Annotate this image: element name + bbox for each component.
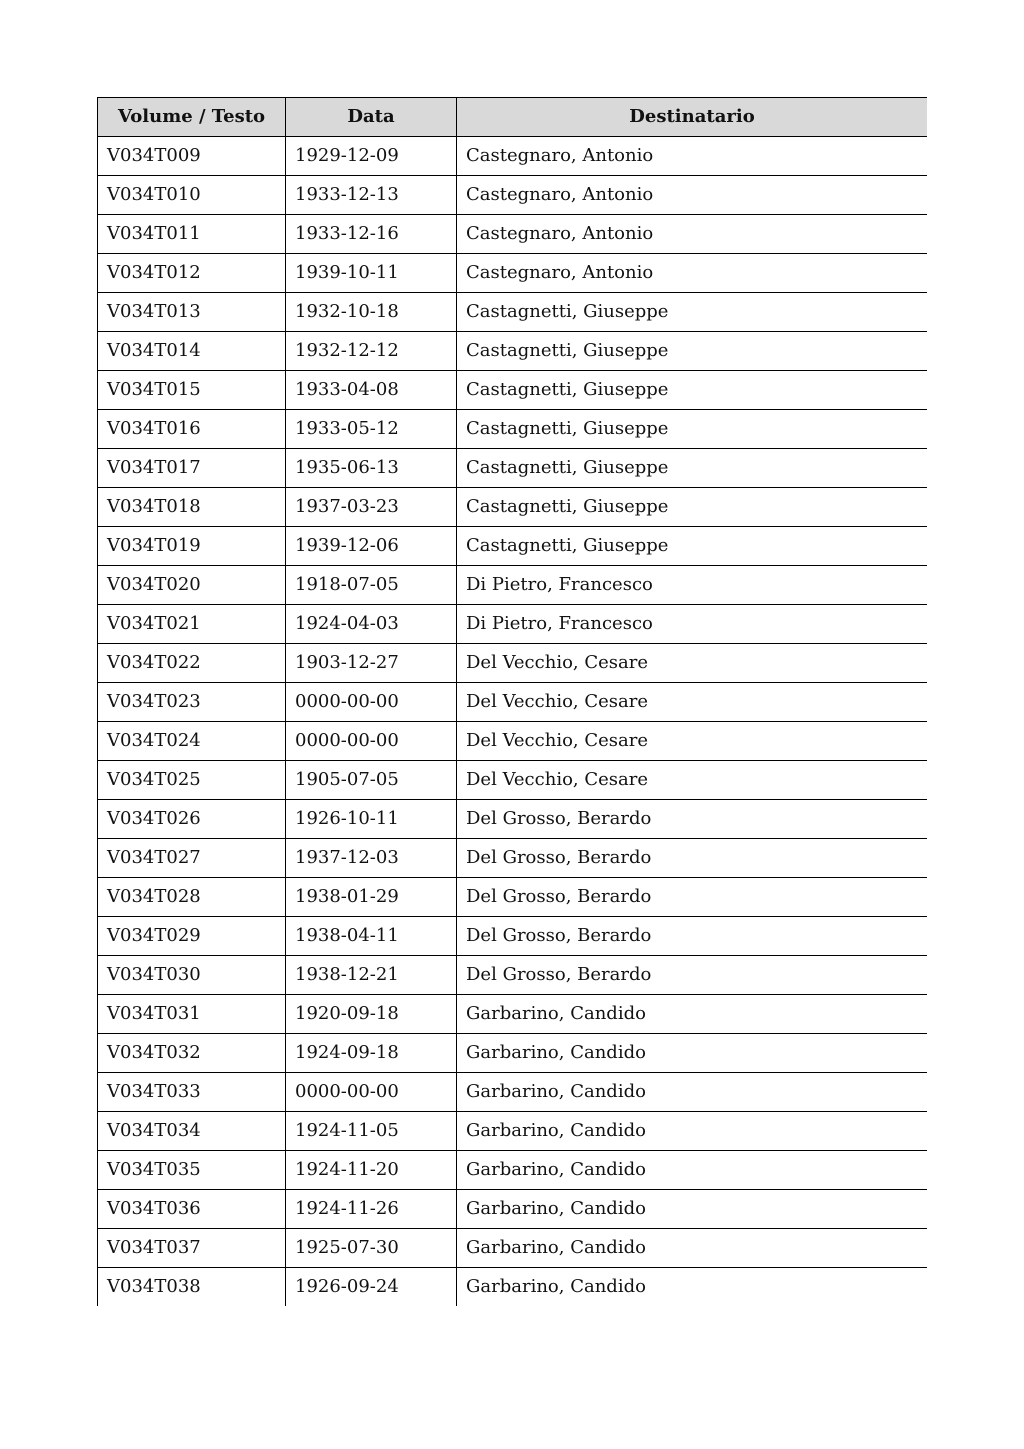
cell-volume-testo: V034T038	[98, 1268, 286, 1307]
cell-volume-testo: V034T025	[98, 761, 286, 800]
cell-volume-testo: V034T009	[98, 137, 286, 176]
cell-destinatario: Garbarino, Candido	[457, 1034, 928, 1073]
table-row	[98, 371, 928, 410]
table-row	[98, 137, 928, 176]
cell-data: 1918-07-05	[286, 566, 457, 605]
cell-data: 1924-04-03	[286, 605, 457, 644]
cell-destinatario: Garbarino, Candido	[457, 1268, 928, 1307]
cell-data: 1925-07-30	[286, 1229, 457, 1268]
cell-data: 1933-12-13	[286, 176, 457, 215]
cell-volume-testo: V034T028	[98, 878, 286, 917]
table-row	[98, 800, 928, 839]
table-row	[98, 1112, 928, 1151]
table-row	[98, 215, 928, 254]
cell-data: 0000-00-00	[286, 1073, 457, 1112]
cell-volume-testo: V034T035	[98, 1151, 286, 1190]
cell-volume-testo: V034T031	[98, 995, 286, 1034]
cell-destinatario: Castagnetti, Giuseppe	[457, 293, 928, 332]
cell-volume-testo: V034T010	[98, 176, 286, 215]
cell-volume-testo: V034T014	[98, 332, 286, 371]
cell-destinatario: Castagnetti, Giuseppe	[457, 332, 928, 371]
cell-volume-testo: V034T015	[98, 371, 286, 410]
table-row	[98, 1034, 928, 1073]
table-row	[98, 839, 928, 878]
cell-destinatario: Castagnetti, Giuseppe	[457, 371, 928, 410]
cell-destinatario: Garbarino, Candido	[457, 1229, 928, 1268]
cell-destinatario: Del Grosso, Berardo	[457, 878, 928, 917]
table-row	[98, 1268, 928, 1307]
cell-data: 1903-12-27	[286, 644, 457, 683]
cell-data: 1924-11-05	[286, 1112, 457, 1151]
table-row	[98, 644, 928, 683]
table-row	[98, 1151, 928, 1190]
cell-data: 1939-12-06	[286, 527, 457, 566]
cell-destinatario: Del Vecchio, Cesare	[457, 683, 928, 722]
column-header-destinatario: Destinatario	[457, 98, 928, 137]
table-row	[98, 410, 928, 449]
cell-volume-testo: V034T013	[98, 293, 286, 332]
cell-data: 1926-10-11	[286, 800, 457, 839]
cell-volume-testo: V034T023	[98, 683, 286, 722]
cell-destinatario: Castagnetti, Giuseppe	[457, 410, 928, 449]
cell-data: 1933-12-16	[286, 215, 457, 254]
cell-destinatario: Castagnetti, Giuseppe	[457, 527, 928, 566]
cell-volume-testo: V034T033	[98, 1073, 286, 1112]
table-container	[97, 97, 927, 1312]
table-row	[98, 995, 928, 1034]
cell-data: 1938-04-11	[286, 917, 457, 956]
table-row	[98, 293, 928, 332]
cell-data: 1933-05-12	[286, 410, 457, 449]
table-row	[98, 761, 928, 800]
cell-destinatario: Del Vecchio, Cesare	[457, 722, 928, 761]
cell-destinatario: Garbarino, Candido	[457, 1151, 928, 1190]
table-row	[98, 878, 928, 917]
cell-destinatario: Castagnetti, Giuseppe	[457, 488, 928, 527]
cell-destinatario: Del Grosso, Berardo	[457, 956, 928, 995]
cell-data: 1905-07-05	[286, 761, 457, 800]
cell-data: 1924-09-18	[286, 1034, 457, 1073]
table-row	[98, 1229, 928, 1268]
cell-volume-testo: V034T021	[98, 605, 286, 644]
table-row	[98, 1190, 928, 1229]
table-row	[98, 449, 928, 488]
table-row	[98, 683, 928, 722]
table-row	[98, 605, 928, 644]
cell-data: 1932-12-12	[286, 332, 457, 371]
cell-data: 1924-11-26	[286, 1190, 457, 1229]
cell-volume-testo: V034T019	[98, 527, 286, 566]
cell-volume-testo: V034T037	[98, 1229, 286, 1268]
cell-volume-testo: V034T020	[98, 566, 286, 605]
table-row	[98, 254, 928, 293]
cell-destinatario: Del Grosso, Berardo	[457, 917, 928, 956]
cell-destinatario: Garbarino, Candido	[457, 1190, 928, 1229]
cell-volume-testo: V034T022	[98, 644, 286, 683]
cell-destinatario: Del Grosso, Berardo	[457, 800, 928, 839]
cell-data: 1920-09-18	[286, 995, 457, 1034]
cell-volume-testo: V034T026	[98, 800, 286, 839]
cell-destinatario: Di Pietro, Francesco	[457, 605, 928, 644]
cell-destinatario: Di Pietro, Francesco	[457, 566, 928, 605]
cell-data: 1938-12-21	[286, 956, 457, 995]
table-row	[98, 722, 928, 761]
cell-data: 1937-03-23	[286, 488, 457, 527]
header-row	[98, 98, 928, 137]
cell-destinatario: Del Vecchio, Cesare	[457, 644, 928, 683]
cell-destinatario: Castegnaro, Antonio	[457, 254, 928, 293]
cell-volume-testo: V034T024	[98, 722, 286, 761]
cell-data: 0000-00-00	[286, 722, 457, 761]
column-header-data: Data	[286, 98, 457, 137]
cell-data: 1937-12-03	[286, 839, 457, 878]
table-row	[98, 1073, 928, 1112]
cell-data: 1935-06-13	[286, 449, 457, 488]
cell-volume-testo: V034T016	[98, 410, 286, 449]
cell-volume-testo: V034T017	[98, 449, 286, 488]
cell-volume-testo: V034T018	[98, 488, 286, 527]
column-header-volume-testo: Volume / Testo	[98, 98, 286, 137]
table-row	[98, 488, 928, 527]
cell-destinatario: Castegnaro, Antonio	[457, 215, 928, 254]
table-row	[98, 956, 928, 995]
table-row	[98, 566, 928, 605]
cell-volume-testo: V034T030	[98, 956, 286, 995]
cell-data: 1924-11-20	[286, 1151, 457, 1190]
letters-table	[97, 97, 927, 1306]
cell-volume-testo: V034T027	[98, 839, 286, 878]
cell-data: 1926-09-24	[286, 1268, 457, 1307]
table-row	[98, 917, 928, 956]
cell-data: 1929-12-09	[286, 137, 457, 176]
table-header	[98, 98, 928, 137]
cell-destinatario: Del Vecchio, Cesare	[457, 761, 928, 800]
cell-destinatario: Castagnetti, Giuseppe	[457, 449, 928, 488]
table-body	[98, 137, 928, 1307]
table-row	[98, 527, 928, 566]
cell-data: 0000-00-00	[286, 683, 457, 722]
cell-volume-testo: V034T011	[98, 215, 286, 254]
cell-data: 1939-10-11	[286, 254, 457, 293]
cell-data: 1938-01-29	[286, 878, 457, 917]
table-row	[98, 332, 928, 371]
cell-data: 1933-04-08	[286, 371, 457, 410]
table-row	[98, 176, 928, 215]
cell-destinatario: Castegnaro, Antonio	[457, 137, 928, 176]
cell-volume-testo: V034T032	[98, 1034, 286, 1073]
cell-destinatario: Castegnaro, Antonio	[457, 176, 928, 215]
cell-data: 1932-10-18	[286, 293, 457, 332]
cell-volume-testo: V034T034	[98, 1112, 286, 1151]
cell-destinatario: Garbarino, Candido	[457, 995, 928, 1034]
cell-volume-testo: V034T029	[98, 917, 286, 956]
cell-volume-testo: V034T036	[98, 1190, 286, 1229]
cell-destinatario: Garbarino, Candido	[457, 1112, 928, 1151]
cell-volume-testo: V034T012	[98, 254, 286, 293]
cell-destinatario: Del Grosso, Berardo	[457, 839, 928, 878]
cell-destinatario: Garbarino, Candido	[457, 1073, 928, 1112]
